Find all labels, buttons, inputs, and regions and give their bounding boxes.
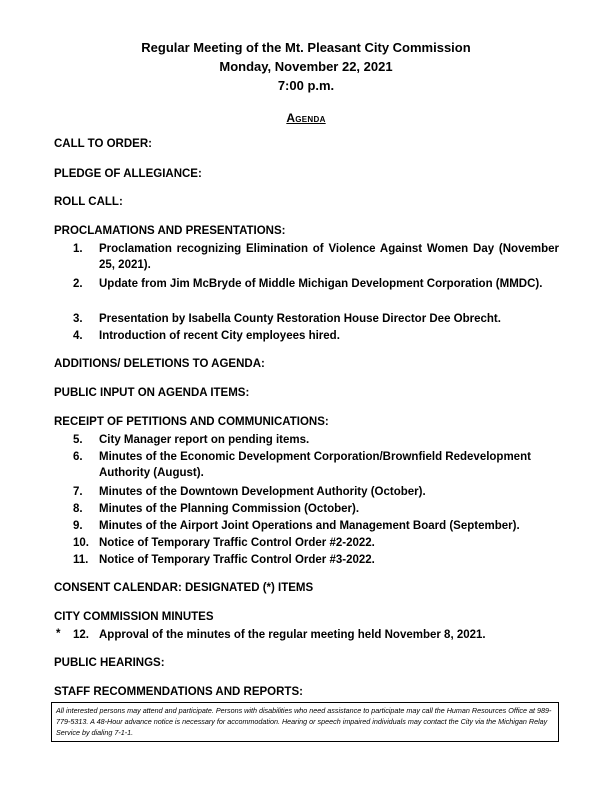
item-text: Approval of the minutes of the regular meeting held November 8, 2021. [99,629,486,641]
item-number: 7. [73,486,83,498]
item-number: 4. [73,330,83,342]
item-text: Minutes of the Airport Joint Operations and Management Board (September). [99,520,520,532]
item-number: 9. [73,520,83,532]
item-number: 2. [73,278,83,290]
item-number: 11. [73,554,89,566]
section-staff-recommendations: STAFF RECOMMENDATIONS AND REPORTS: [54,686,303,698]
list-item [73,241,559,273]
meeting-title: Regular Meeting of the Mt. Pleasant City Commission [141,40,471,55]
list-item [73,484,559,500]
item-text: Notice of Temporary Traffic Control Order #3-2022. [99,554,375,566]
item-text: Notice of Temporary Traffic Control Order #2-2022. [99,537,375,549]
item-text: Introduction of recent City employees hired. [99,330,340,342]
designated-marker: * [56,628,61,640]
item-number: 3. [73,313,83,325]
accessibility-notice: All interested persons may attend and participate. Persons with disabilities who need assistance to participate may call the Human Resources Office at 989-779-5313. A 48-Hour advance notice is necessary for accommodation. Hearing or speech impaired individuals may contact the City via the Michigan Relay Service by dialing 7-1-1. [51,702,559,742]
section-call-to-order: CALL TO ORDER: [54,138,152,150]
item-text: Presentation by Isabella County Restoration House Director Dee Obrecht. [99,313,501,325]
section-pledge: PLEDGE OF ALLEGIANCE: [54,168,202,180]
section-public-input: PUBLIC INPUT ON AGENDA ITEMS: [54,387,250,399]
item-text: Proclamation recognizing Elimination of Violence Against Women Day (November 25, 2021). [99,243,559,271]
meeting-header [0,38,612,95]
item-text: Minutes of the Planning Commission (October). [99,503,360,515]
section-additions: ADDITIONS/ DELETIONS TO AGENDA: [54,358,265,370]
section-proclamations: PROCLAMATIONS AND PRESENTATIONS: [54,225,286,237]
item-number: 12. [73,629,89,641]
item-text: Minutes of the Economic Development Corporation/Brownfield Redevelopment Authority (August). [99,451,531,479]
item-number: 1. [73,243,83,255]
list-item [73,328,559,344]
meeting-date: Monday, November 22, 2021 [219,59,393,74]
item-number: 6. [73,451,83,463]
list-item [73,552,559,568]
item-number: 5. [73,434,83,446]
section-public-hearings: PUBLIC HEARINGS: [54,657,165,669]
item-number: 10. [73,537,89,549]
section-consent-calendar: CONSENT CALENDAR: DESIGNATED (*) ITEMS [54,582,314,594]
section-minutes: CITY COMMISSION MINUTES [54,611,214,623]
list-item [73,501,559,517]
list-item [73,311,559,327]
list-item [73,518,559,534]
list-item [73,276,559,292]
item-text: Minutes of the Downtown Development Authority (October). [99,486,426,498]
item-text: Update from Jim McBryde of Middle Michigan Development Corporation (MMDC). [99,278,543,290]
list-item [73,432,559,448]
list-item [73,627,559,643]
section-receipt: RECEIPT OF PETITIONS AND COMMUNICATIONS: [54,416,329,428]
item-number: 8. [73,503,83,515]
list-item [73,535,559,551]
agenda-heading: Agenda [286,111,326,125]
list-item [73,449,559,481]
item-text: City Manager report on pending items. [99,434,310,446]
meeting-time: 7:00 p.m. [277,78,335,93]
section-roll-call: ROLL CALL: [54,196,123,208]
